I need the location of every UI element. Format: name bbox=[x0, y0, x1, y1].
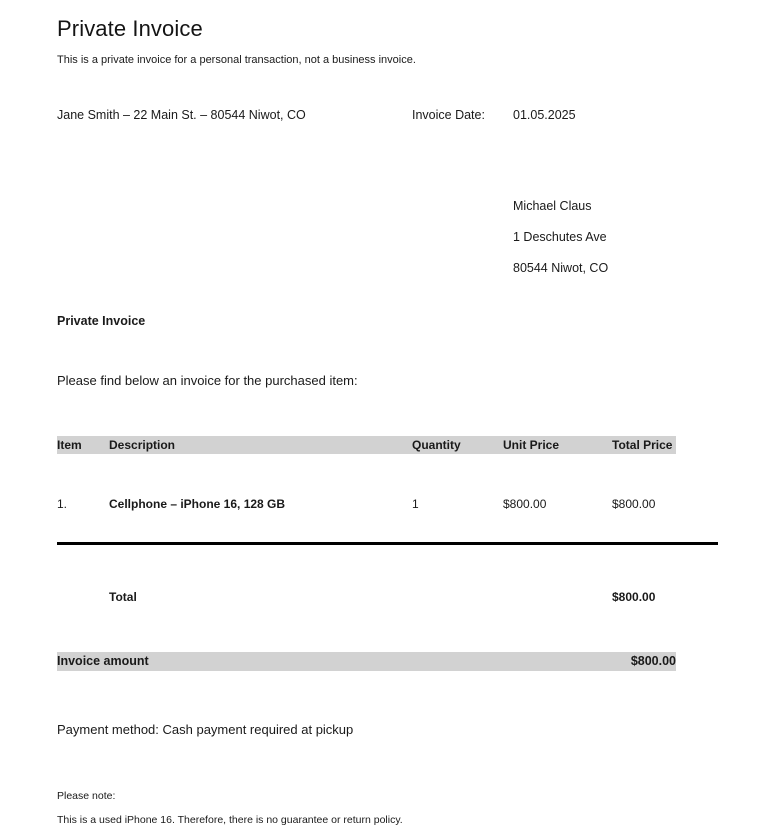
row-item-number: 1. bbox=[57, 497, 68, 511]
total-row bbox=[57, 588, 676, 606]
column-header-total-price: Total Price bbox=[612, 438, 673, 452]
recipient-street: 1 Deschutes Ave bbox=[513, 230, 607, 244]
recipient-name: Michael Claus bbox=[513, 199, 592, 213]
column-header-description: Description bbox=[109, 438, 176, 452]
column-header-unit-price: Unit Price bbox=[503, 438, 560, 452]
row-item-total-price: $800.00 bbox=[612, 497, 656, 511]
table-header-row bbox=[57, 436, 676, 454]
row-item-description: Cellphone – iPhone 16, 128 GB bbox=[109, 497, 286, 511]
table-row bbox=[57, 495, 676, 513]
footer-note-label: Please note: bbox=[57, 790, 116, 802]
invoice-amount-value: $800.00 bbox=[630, 654, 676, 668]
row-item-unit-price: $800.00 bbox=[503, 497, 547, 511]
invoice-amount-row bbox=[57, 652, 676, 671]
payment-method-line: Payment method: Cash payment required at pickup bbox=[57, 722, 354, 737]
total-value: $800.00 bbox=[612, 590, 656, 604]
column-header-item: Item bbox=[57, 438, 82, 452]
document-subtitle: This is a private invoice for a personal transaction, not a business invoice. bbox=[57, 54, 416, 66]
sender-address-line: Jane Smith – 22 Main St. – 80544 Niwot, CO bbox=[57, 108, 306, 122]
intro-text: Please find below an invoice for the purchased item: bbox=[57, 373, 358, 388]
invoice-date-label: Invoice Date: bbox=[412, 108, 485, 122]
page-title: Private Invoice bbox=[57, 16, 203, 41]
row-item-quantity: 1 bbox=[412, 497, 419, 511]
recipient-address-block bbox=[513, 199, 608, 292]
recipient-city: 80544 Niwot, CO bbox=[513, 261, 609, 275]
invoice-amount-label: Invoice amount bbox=[57, 654, 149, 668]
column-header-quantity: Quantity bbox=[412, 438, 461, 452]
total-label: Total bbox=[109, 590, 137, 604]
table-bottom-rule bbox=[57, 542, 718, 545]
footer-note-text: This is a used iPhone 16. Therefore, there is no guarantee or return policy. bbox=[57, 814, 403, 826]
section-heading: Private Invoice bbox=[57, 314, 146, 328]
invoice-date-value: 01.05.2025 bbox=[513, 108, 576, 122]
